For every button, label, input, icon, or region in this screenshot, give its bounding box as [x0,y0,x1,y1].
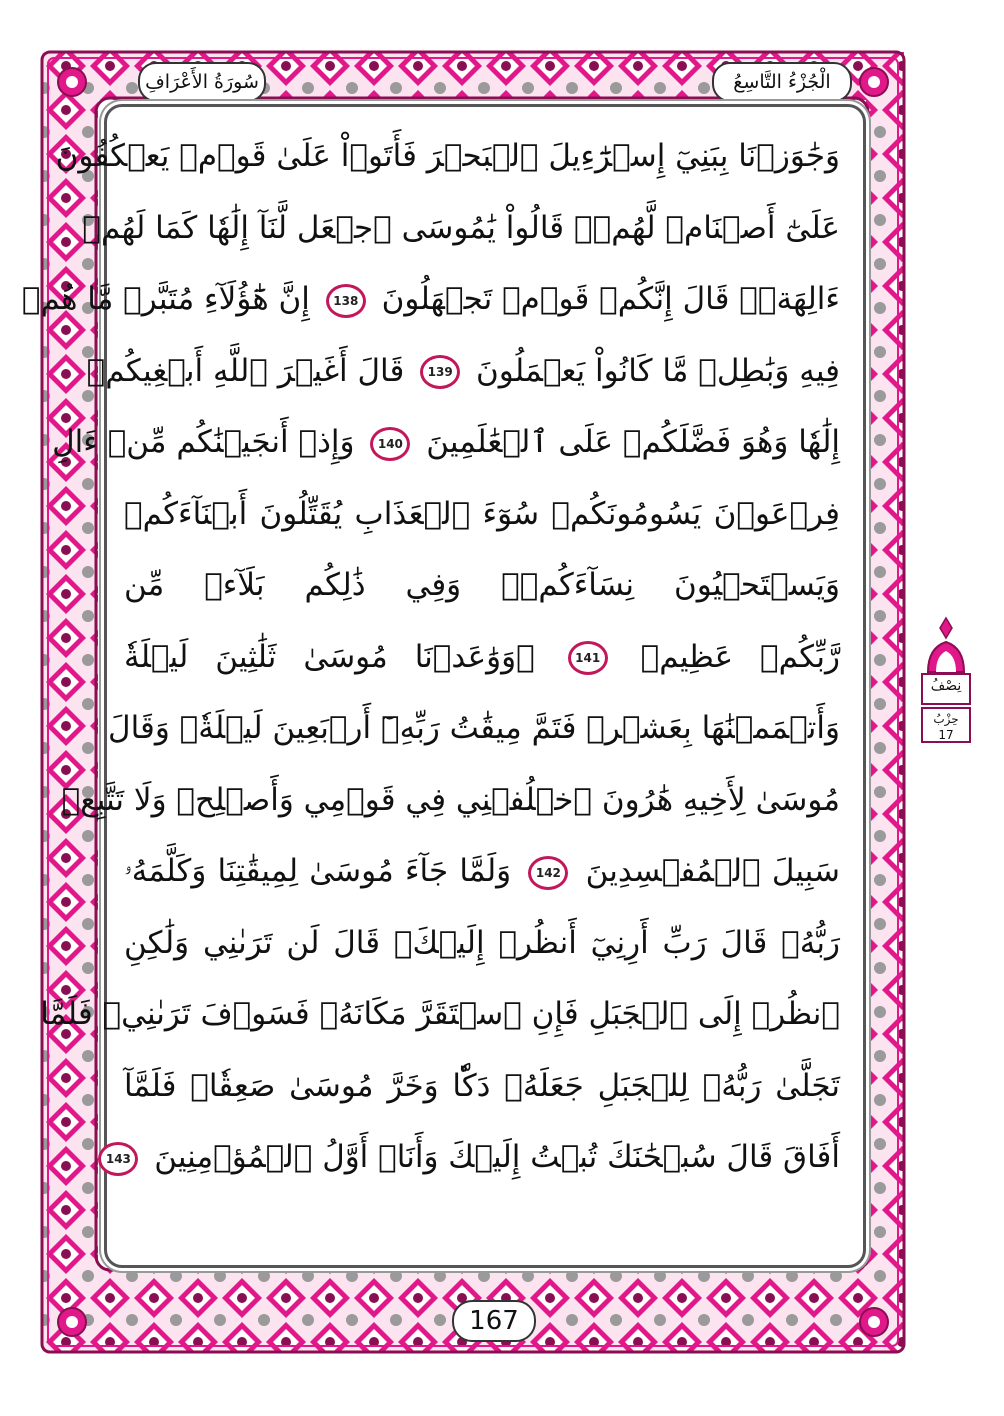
ayah-number-marker: 143 [98,1142,138,1176]
verse-line [124,1056,840,1116]
hizb-nisf-label: نِصْفُ [930,678,962,694]
verse-text: وَجَٰوَزۡنَا بِبَنِيٓ إِسۡرَٰٓءِيلَ ٱلۡبَحۡرَ فَأَتَوۡاْ عَلَىٰ قَوۡمٖ يَعۡكُفُونَ [55,138,840,174]
verse-text: ءَالِهَةٞۚ قَالَ إِنَّكُمۡ قَوۡمٞ تَجۡهَلُونَ [381,281,840,317]
verse-line [124,484,840,544]
juz-label: الْجُزْءُ التَّاسِعُ [712,62,852,102]
hizb-number: 17 [938,728,954,742]
verse-text: عَلَىٰٓ أَصۡنَامٖ لَّهُمۡۚ قَالُواْ يَٰمُوسَى ٱجۡعَل لَّنَآ إِلَٰهٗا كَمَا لَهُمۡ [82,209,840,246]
ayah-number-marker: 138 [326,284,366,318]
verse-text: وَيَسۡتَحۡيُونَ نِسَآءَكُمۡۚ وَفِي ذَٰلِكُم بَلَآءٞ مِّن [124,567,840,603]
verse-text: ۞وَوَٰعَدۡنَا مُوسَىٰ ثَلَٰثِينَ لَيۡلَةٗ [124,638,535,675]
ayah-number-marker: 142 [528,856,568,890]
verse-text: أَفَاقَ قَالَ سُبۡحَٰنَكَ تُبۡتُ إِلَيۡكَ وَأَنَا۠ أَوَّلُ ٱلۡمُؤۡمِنِينَ [154,1139,840,1175]
verse-text: فِيهِ وَبَٰطِلٞ مَّا كَانُواْ يَعۡمَلُونَ [476,352,840,389]
verse-line [105,1127,840,1187]
verse-line [124,627,840,687]
verse-text: وَلَمَّا جَآءَ مُوسَىٰ لِمِيقَٰتِنَا وَكَلَّمَهُۥ [124,853,512,889]
verse-line [55,126,840,186]
verse-line [40,984,840,1044]
verse-text: تَجَلَّىٰ رَبُّهُۥ لِلۡجَبَلِ جَعَلَهُۥ دَكّٗا وَخَرَّ مُوسَىٰ صَعِقٗاۚ فَلَمَّآ [124,1067,840,1104]
page-number: 167 [452,1300,536,1342]
verse-text: إِنَّ هَٰٓؤُلَآءِ مُتَبَّرٞ مَّا هُمۡ [21,281,310,317]
hizb-word-label: حِزْبُ [933,712,959,726]
verse-line [124,913,840,973]
verse-line [108,698,840,758]
verse-line [124,841,840,901]
verse-text: وَأَتۡمَمۡنَٰهَا بِعَشۡرٖ فَتَمَّ مِيقَٰتُ رَبِّهِۦٓ أَرۡبَعِينَ لَيۡلَةٗۚ وَقَالَ [108,710,840,746]
verse-line [61,770,840,830]
verse-text: مُوسَىٰ لِأَخِيهِ هَٰرُونَ ٱخۡلُفۡنِي فِي قَوۡمِي وَأَصۡلِحۡ وَلَا تَتَّبِعۡ [61,781,840,818]
verse-line [124,555,840,615]
verse-text: قَالَ أَغَيۡرَ ٱللَّهِ أَبۡغِيكُمۡ [86,352,405,389]
verse-line [86,341,840,401]
ayah-number-marker: 140 [370,427,410,461]
verse-text: إِلَٰهٗا وَهُوَ فَضَّلَكُمۡ عَلَى ٱلۡعَٰلَمِينَ [426,424,840,460]
verse-line [82,198,840,258]
surah-label: سُورَةُ الأَعْرَافِ [138,62,266,102]
ayah-number-marker: 139 [420,355,460,389]
verse-text: وَإِذۡ أَنجَيۡنَٰكُم مِّنۡ ءَالِ [52,424,355,460]
verse-line [52,412,840,472]
verse-text: سَبِيلَ ٱلۡمُفۡسِدِينَ [585,853,841,889]
verse-text: فِرۡعَوۡنَ يَسُومُونَكُمۡ سُوٓءَ ٱلۡعَذَابِ يُقَتِّلُونَ أَبۡنَآءَكُمۡ [124,495,840,532]
verse-text: رَّبِّكُمۡ عَظِيمٞ [640,638,840,675]
verse-text: ٱنظُرۡ إِلَى ٱلۡجَبَلِ فَإِنِ ٱسۡتَقَرَّ مَكَانَهُۥ فَسَوۡفَ تَرَىٰنِيۚ فَلَمَّا [40,996,840,1032]
verse-line [21,269,840,329]
ayah-number-marker: 141 [568,641,608,675]
verse-text: رَبُّهُۥ قَالَ رَبِّ أَرِنِيٓ أَنظُرۡ إِلَيۡكَۚ قَالَ لَن تَرَىٰنِي وَلَٰكِنِ [124,924,840,961]
